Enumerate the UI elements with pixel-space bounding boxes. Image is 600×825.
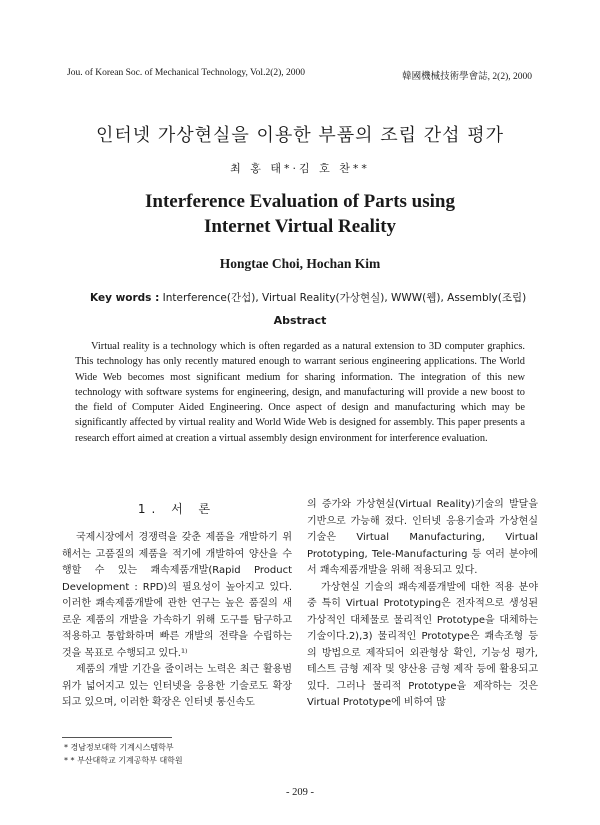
section-heading: 1. 서 론 [137, 502, 217, 516]
footnote-1: * 경남정보대학 기계시스템학부 [64, 743, 174, 752]
left-paragraph-1: 국제시장에서 경쟁력을 갖춘 제품을 개발하기 위해서는 고품질의 제품을 적기에 개발하여 양산을 수행할 수 있는 쾌속제품개발(Rapid Product Development : RPD)의 필요성이 높아지고 있다. 이러한 쾌속제품개발에 관한 연구는 높은 품질의 새로운 제품의 개발을 가속하기 위해 도구를 탐구하고 적용하고 통합화하며 빠른 개발의 전략을 수립하는 것을 목표로 수행되고 있다.¹⁾ [62, 532, 292, 659]
english-title-line2: Internet Virtual Reality [203, 216, 397, 237]
keywords-label: Key words : [90, 292, 160, 304]
abstract-heading: Abstract [273, 314, 327, 327]
journal-header-left: Jou. of Korean Soc. of Mechanical Technology, Vol.2(2), 2000 [67, 68, 306, 78]
right-paragraph-1: 의 증가와 가상현실(Virtual Reality)기술의 발달을 기반으로 가능해 졌다. 인터넷 응용기술과 가상현실 기술은 Virtual Manufacturing, Virtual Prototyping, Tele-Manufacturing 등 여러 분야에서 쾌속제품개발을 위해 적용되고 있다. [307, 499, 538, 576]
left-paragraph-2: 제품의 개발 기간을 줄이려는 노력은 최근 활용범위가 넓어지고 있는 인터넷을 응용한 기술로도 확장되고 있으며, 이러한 확장은 인터넷 통신속도 [62, 664, 292, 708]
journal-header-right: 韓國機械技術學會誌, 2(2), 2000 [402, 72, 532, 82]
footnote-2: * * 부산대학교 기계공학부 대학원 [64, 756, 183, 765]
footnote-rule [62, 737, 172, 738]
keywords-line [90, 290, 530, 305]
english-title [0, 189, 600, 239]
right-paragraph-2: 가상현실 기술의 쾌속제품개발에 대한 적용 분야 중 특히 Virtual Prototyping은 전자적으로 생성된 가상적인 대체물로 물리적인 Prototype을 대체하는 기술이다.2),3) 물리적인 Prototype은 쾌속조형 등의 방법으로 제작되어 외관형상 확인, 기능성 평가, 테스트 금형 제작 및 양산용 금형 제작 등에 활용되고 있다. 그러나 물리적 Prototype을 제작하는 것은 Virtual Prototype에 비하여 많 [307, 581, 538, 708]
korean-authors: 최 홍 태*·김 호 찬** [230, 162, 370, 175]
keywords-text: Interference(간섭), Virtual Reality(가상현실), WWW(웹), Assembly(조립) [162, 292, 527, 304]
left-column [62, 530, 292, 712]
page-number: - 209 - [286, 787, 314, 798]
english-authors: Hongtae Choi, Hochan Kim [219, 256, 381, 271]
korean-title: 인터넷 가상현실을 이용한 부품의 조립 간섭 평가 [95, 125, 505, 146]
right-column [307, 497, 538, 712]
abstract-body: Virtual reality is a technology which is often regarded as a natural extension to 3D computer graphics. This technology has only recently matured enough to warrant serious engineering applications. The World Wide Web becomes most significant medium for sharing information. The integration of this new technology with software systems for engineering, design, and manufacturing will provide a new boost to the field of Computer Aided Engineering. Once aspect of design and manufacturing which may be significantly affected by virtual reality and World Wide Web is designed for assembly. This paper presents a research effort aimed at creation a virtual assembly design environment for interference evaluation. [75, 341, 525, 444]
english-title-line1: Interference Evaluation of Parts using [145, 191, 455, 212]
